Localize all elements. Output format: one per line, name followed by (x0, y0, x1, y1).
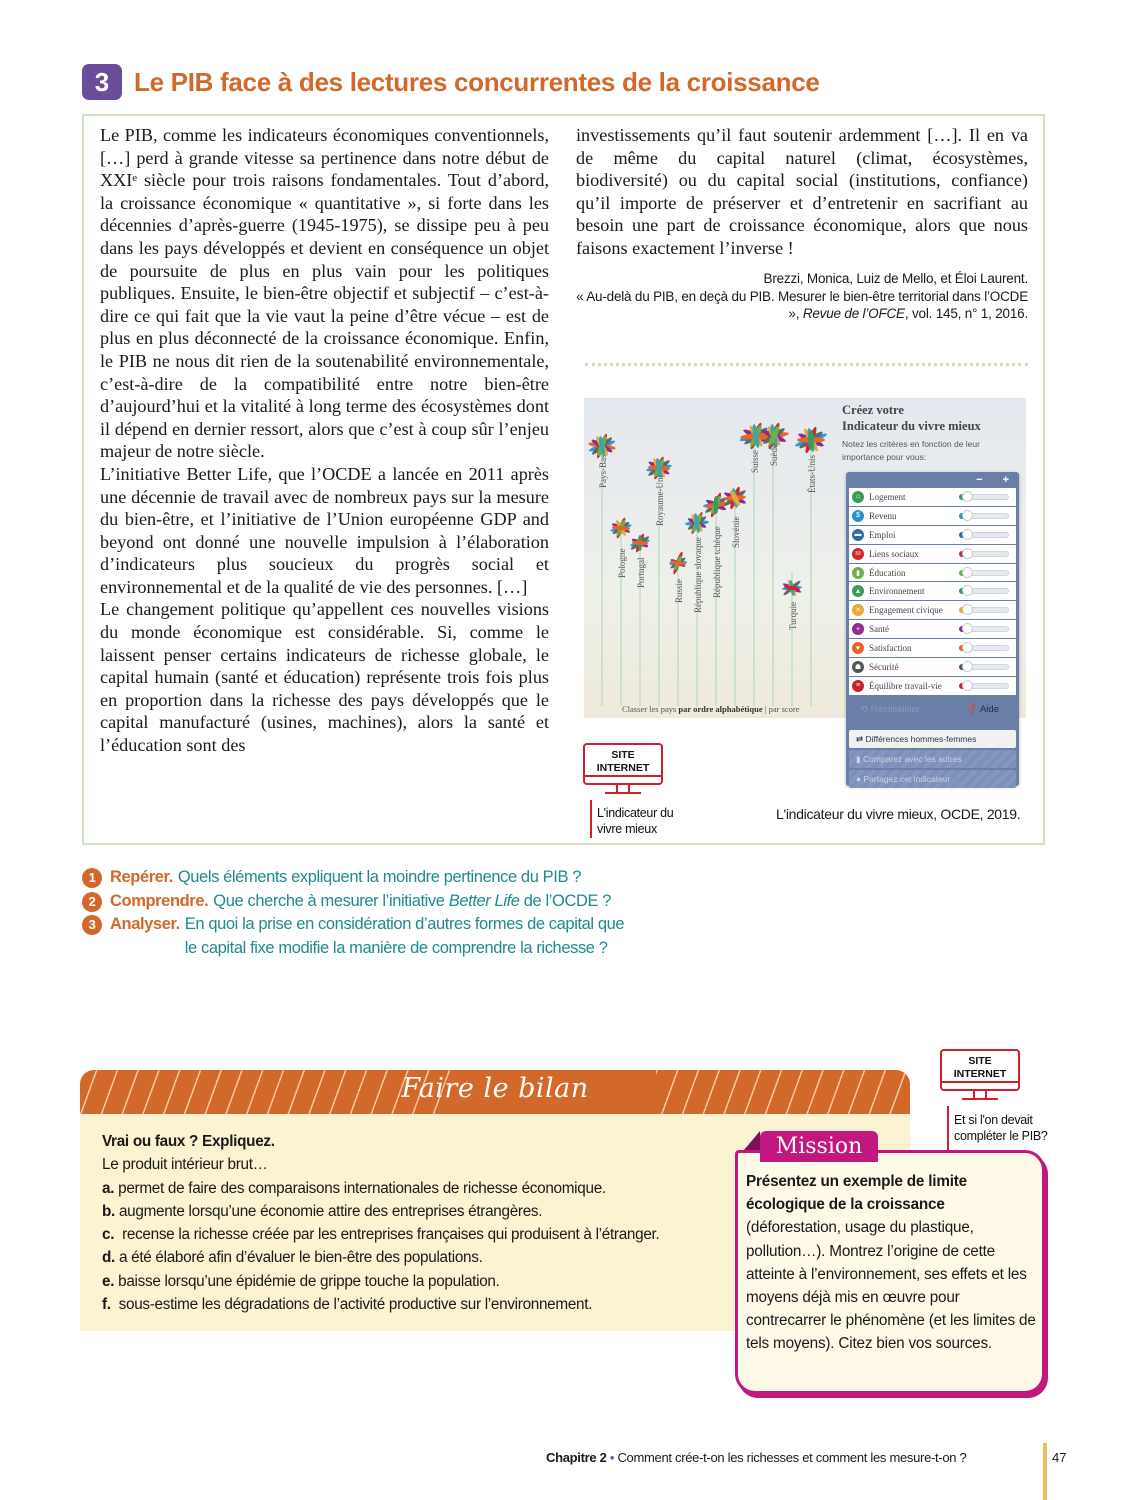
plus-icon: + (1002, 474, 1009, 486)
text-right-column: investissements qu’il faut soutenir ardemment […]. Il en va de même du capital naturel (climat, écosystèmes, biodiversité) ou du capital social (institutions, confiance) qu’il importe de préserver et d’entretenir en sacrifiant au besoin une part de croissance économique, alors que nous faisons exactement l’inverse ! (576, 125, 1028, 258)
footer-bar (1043, 1443, 1047, 1500)
help-button[interactable]: ❓ Aide (966, 703, 999, 715)
criterion-label: Santé (869, 624, 889, 635)
item-text: baisse lorsqu’une épidémie de grippe touche la population. (114, 1272, 500, 1290)
dotted-separator (585, 363, 1028, 366)
document-number-badge: 3 (82, 64, 122, 100)
monitor-icon (583, 743, 663, 785)
bilan-title: Faire le bilan (401, 1073, 589, 1104)
criterion-icon: ııı (852, 548, 864, 560)
question-number: 3 (82, 915, 102, 935)
slider-knob[interactable] (962, 623, 973, 634)
panel-actions (846, 696, 1019, 726)
criterion-row (849, 620, 1016, 638)
country-label: États-Unis (807, 455, 817, 493)
exercise-items (102, 1177, 659, 1317)
criterion-weight-slider[interactable] (959, 570, 1009, 576)
question-number: 1 (82, 868, 102, 888)
site-label: INTERNET (596, 762, 650, 774)
criteria-list (846, 488, 1019, 695)
monitor-base (605, 792, 641, 794)
criterion-label: Équilibre travail-vie (869, 680, 942, 691)
exercise-item (102, 1177, 659, 1200)
chapter-label: Chapitre 2 (546, 1450, 607, 1465)
criterion-icon: ☗ (852, 661, 864, 673)
slider-knob[interactable] (962, 585, 973, 596)
criterion-weight-slider[interactable] (959, 626, 1009, 632)
slider-knob[interactable] (962, 680, 973, 691)
bilan-header (80, 1070, 910, 1114)
country-label: Slovénie (731, 516, 741, 548)
country-label: Pays-Bas (598, 454, 608, 488)
criterion-weight-slider[interactable] (959, 607, 1009, 613)
criterion-icon: ▬ (852, 529, 864, 541)
country-label: Suède (769, 444, 779, 466)
country-label: Pologne (617, 548, 627, 578)
criterion-label: Engagement civique (869, 605, 943, 616)
country-label: Royaume-Uni (655, 475, 665, 526)
slider-knob[interactable] (962, 604, 973, 615)
paragraph: Le changement politique qu’appellent ces nouvelles visions du monde économique est considérable. Si, comme le laissent penser certains indicateurs de richesse globale, le capital humain (santé et éducation) représente trois fois plus en proportion dans la richesse des pays développés que le capital manufacturé (usines, machines), alors la santé et l’éducation sont des (100, 599, 549, 756)
site-caption-line: L'indicateur du (597, 806, 674, 820)
criterion-row (849, 639, 1016, 657)
item-letter: b. (102, 1202, 115, 1220)
text-left-column (100, 124, 549, 757)
monitor-base (962, 1098, 998, 1100)
slider-knob[interactable] (962, 491, 973, 502)
item-text: permet de faire des comparaisons internationales de richesse économique. (114, 1179, 606, 1197)
item-text: a été élaboré afin d’évaluer le bien-être des populations. (115, 1249, 483, 1267)
question-text: En quoi la prise en considération d’autres formes de capital que le capital fixe modifie la manière de comprendre la richesse ? (184, 915, 625, 957)
criterion-weight-slider[interactable] (959, 683, 1009, 689)
question-text-part: de l’OCDE ? (519, 891, 612, 910)
mission-details: (déforestation, usage du plastique, pollution…). Montrez l’origine de cette atteinte à l’environnement, ses effets et les moyens déjà mis en œuvre pour contrecarrer le phénomène (et les limites de tels moyens). Citez bien vos sources. (746, 1219, 1036, 1353)
slider-knob[interactable] (962, 548, 973, 559)
source-volume: , vol. 145, n° 1, 2016. (904, 306, 1028, 321)
slider-knob[interactable] (962, 510, 973, 521)
criterion-weight-slider[interactable] (959, 532, 1009, 538)
country-label: République tchèque (712, 526, 722, 598)
exercise-item (102, 1246, 659, 1269)
item-text: sous-estime les dégradations de l’activité productive sur l’environnement. (110, 1296, 593, 1314)
source-article: « Au-delà du PIB, en deçà du PIB. Mesurer le bien-être territorial dans l’OCDE », (576, 288, 1028, 321)
exercise-item (102, 1223, 659, 1246)
criterion-row (849, 677, 1016, 695)
mission-instruction: Présentez un exemple de limite écologique de la croissance (746, 1173, 967, 1214)
criterion-label: Liens sociaux (869, 548, 919, 559)
country-label: Suisse (750, 449, 760, 473)
item-text: recense la richesse créée par les entreprises françaises qui produisent à l’étranger. (114, 1226, 660, 1244)
criterion-row (849, 601, 1016, 619)
criterion-icon: ▲ (852, 585, 864, 597)
criterion-weight-slider[interactable] (959, 494, 1009, 500)
criterion-icon: ▮ (852, 567, 864, 579)
slider-knob[interactable] (962, 567, 973, 578)
criterion-label: Logement (869, 491, 906, 502)
item-text: augmente lorsqu’une économie attire des entreprises étrangères. (115, 1202, 543, 1220)
criterion-row (849, 564, 1016, 582)
mission-tab: Mission (760, 1131, 878, 1162)
panel-subtitle: Notez les critères en fonction de leur importance pour vous: (842, 439, 980, 462)
site-caption-line: vivre mieux (597, 822, 657, 836)
minus-icon: − (976, 474, 983, 486)
criterion-row (849, 582, 1016, 600)
criterion-icon: ✕ (852, 604, 864, 616)
page-footer (546, 1450, 966, 1465)
criterion-weight-slider[interactable] (959, 513, 1009, 519)
monitor-icon (940, 1049, 1020, 1091)
question-item (82, 890, 625, 914)
sort-options (622, 704, 800, 714)
criterion-row (849, 658, 1016, 676)
exercise-intro: Le produit intérieur brut… (102, 1156, 268, 1174)
question-number: 2 (82, 892, 102, 912)
question-text: Quels éléments expliquent la moindre pertinence du PIB ? (177, 868, 582, 886)
sort-label: Classer les pays (622, 704, 679, 714)
item-letter: d. (102, 1249, 115, 1267)
criterion-icon: $ (852, 510, 864, 522)
question-text-italic: Better Life (448, 891, 520, 910)
exercise-item (102, 1200, 659, 1223)
item-letter: f. (102, 1296, 111, 1314)
source-citation (576, 270, 1028, 323)
question-item (82, 913, 625, 960)
criterion-weight-slider[interactable] (959, 588, 1009, 594)
criterion-label: Environnement (869, 586, 925, 597)
criterion-label: Revenu (869, 510, 897, 521)
site-caption (597, 805, 673, 837)
exercise-item (102, 1270, 659, 1293)
document-header (82, 64, 820, 100)
weight-header (846, 472, 1019, 488)
mission-tab-fold (744, 1131, 760, 1150)
source-journal: Revue de l’OFCE (802, 306, 905, 321)
figure-caption: L'indicateur du vivre mieux, OCDE, 2019. (776, 806, 1021, 822)
criterion-icon: ≡ (852, 680, 864, 692)
exercise-heading: Vrai ou faux ? Expliquez. (102, 1133, 275, 1150)
paragraph: Le PIB, comme les indicateurs économiques conventionnels, […] perd à grande vitesse sa pertinence dans notre début de XXIᵉ siècle pour trois raisons fondamentales. Tout d’abord, la croissance économique « quantitative », si forte dans les décennies d’après-guerre (1945-1975), se dissipe peu à peu dans les pays développés et devient en conséquence un objet de poursuite de plus en plus vain pour les politiques publiques. Ensuite, le bien-être objectif et subjectif – c’est-à-dire ce qui fait que la vie vaut la peine d’être vécue – est de plus en plus déconnecté de la croissance économique. Enfin, le PIB ne nous dit rien de la soutenabilité environnementale, c’est-à-dire de la compatibilité entre notre bien-être d’aujourd’hui et la vitalité à long terme des écosystèmes dont il dépend en dernier ressort, alors que c’est à coup sûr l’enjeu majeur de notre siècle. (100, 125, 549, 462)
site-caption (954, 1112, 1048, 1144)
criterion-icon: + (852, 623, 864, 635)
page-number: 47 (1052, 1450, 1067, 1465)
criterion-label: Emploi (869, 529, 896, 540)
country-label: Portugal (636, 557, 646, 588)
sort-by-score[interactable]: | par score (762, 704, 800, 714)
site-caption-line: compléter le PIB? (954, 1129, 1048, 1143)
question-verb: Analyser. (110, 915, 180, 933)
link-line (590, 800, 592, 838)
country-label: Turquie (788, 601, 798, 630)
slider-knob[interactable] (962, 642, 973, 653)
country-label: République slovaque (693, 537, 703, 613)
compare-button[interactable]: ▮ Comparez avec les autres (849, 750, 1016, 768)
question-text-part: Que cherche à mesurer l’initiative (213, 891, 449, 910)
item-letter: e. (102, 1272, 115, 1290)
site-caption-line: Et si l'on devait (954, 1113, 1033, 1127)
link-line (947, 1106, 949, 1152)
chapter-title: Comment crée-t-on les richesses et comment les mesure-t-on ? (617, 1450, 967, 1465)
item-letter: c. (102, 1226, 115, 1244)
criterion-label: Éducation (869, 567, 906, 578)
panel-title (842, 402, 981, 434)
share-button[interactable]: ● Partagez cet indicateur (849, 770, 1016, 788)
criterion-label: Sécurité (869, 661, 899, 672)
reset-button[interactable]: ⟲ Réinitialiser (860, 703, 920, 715)
panel-title-line: Créez votre (842, 403, 904, 417)
mission-text (746, 1170, 1038, 1356)
site-label: INTERNET (953, 1068, 1007, 1080)
criterion-icon: ⌂ (852, 491, 864, 503)
criterion-weight-slider[interactable] (959, 551, 1009, 557)
criterion-row (849, 526, 1016, 544)
question-verb: Repérer. (110, 868, 173, 886)
slider-knob[interactable] (962, 661, 973, 672)
slider-knob[interactable] (962, 529, 973, 540)
questions-list (82, 866, 625, 960)
document-title: Le PIB face à des lectures concurrentes de la croissance (134, 66, 820, 97)
source-authors: Brezzi, Monica, Luiz de Mello, et Éloi Laurent. (763, 271, 1028, 286)
source-title (576, 288, 1028, 323)
question-verb: Comprendre. (110, 891, 209, 910)
sort-alphabetical[interactable]: par ordre alphabétique (678, 704, 763, 714)
criterion-row (849, 488, 1016, 506)
criteria-panel (846, 472, 1019, 786)
gender-differences-button[interactable]: ⇄ Différences hommes-femmes (849, 730, 1016, 748)
criterion-weight-slider[interactable] (959, 664, 1009, 670)
country-flowers-chart (584, 398, 829, 718)
true-false-exercise (102, 1130, 659, 1316)
criterion-row (849, 507, 1016, 525)
panel-title-line: Indicateur du vivre mieux (842, 419, 981, 433)
site-label: SITE (968, 1055, 992, 1067)
criterion-row (849, 545, 1016, 563)
separator: • (606, 1450, 618, 1465)
criterion-weight-slider[interactable] (959, 645, 1009, 651)
question-text (213, 890, 611, 914)
paragraph: L’initiative Better Life, que l’OCDE a lancée en 2011 après une décennie de travail avec de nombreux pays sur la mesure du bien-être, et l’initiative de l’Union européenne GDP and beyond ont donné une nouvelle impulsion à l’élaboration d’indicateurs plus soucieux du progrès social et environnemental et de la qualité de vie des personnes. […] (100, 463, 549, 597)
exercise-item (102, 1293, 659, 1316)
item-letter: a. (102, 1179, 115, 1197)
criterion-icon: ♥ (852, 642, 864, 654)
site-label: SITE (611, 749, 635, 761)
country-label: Russie (674, 578, 684, 603)
question-item (82, 866, 625, 890)
criterion-label: Satisfaction (869, 643, 912, 654)
